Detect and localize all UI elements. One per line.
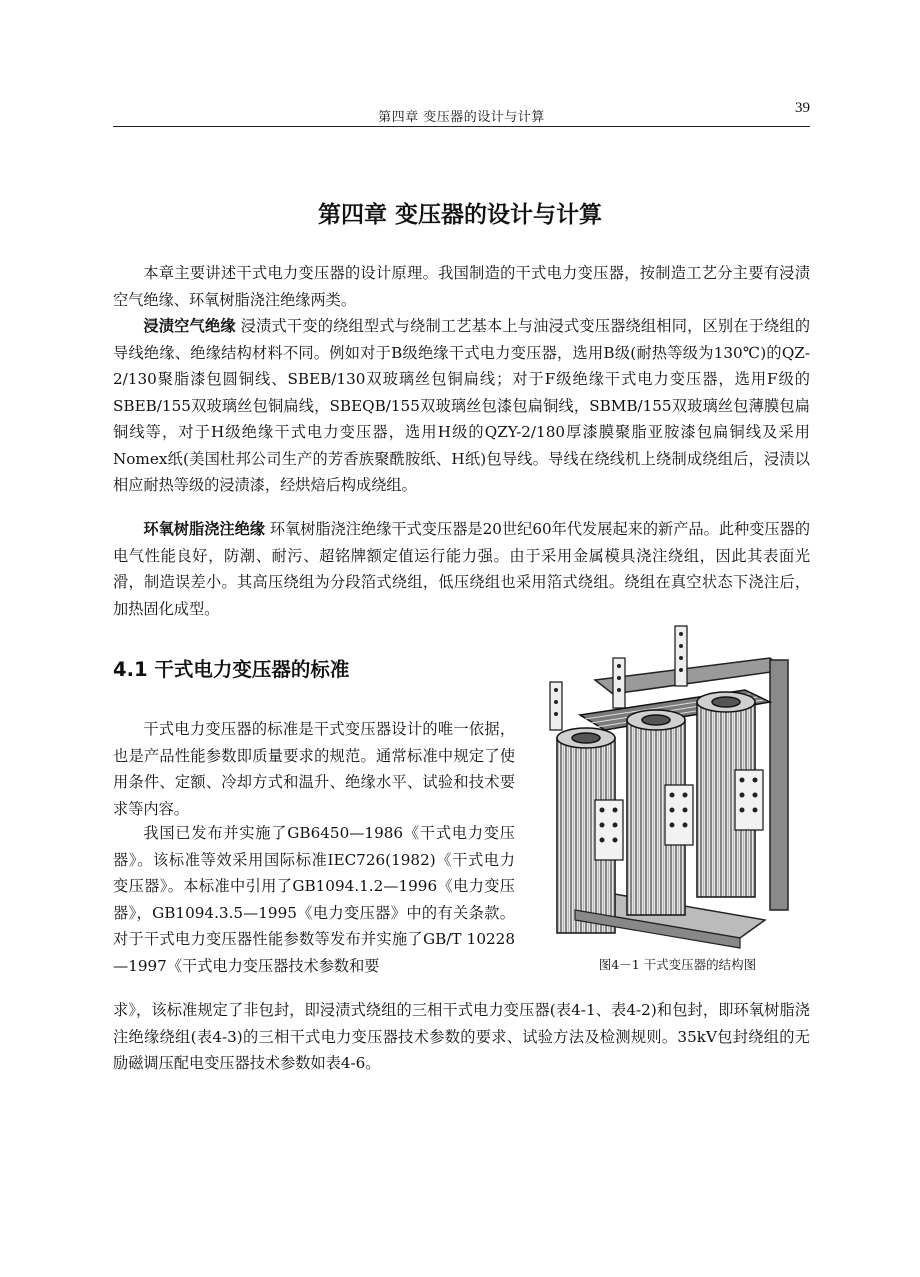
transformer-figure <box>535 620 820 950</box>
chapter-title: 第四章 变压器的设计与计算 <box>317 202 602 228</box>
immersion-paragraph <box>113 313 810 499</box>
gb-text-wrap: 我国已发布并实施了GB6450—1986《干式电力变压器》。该标准等效采用国际标准IEC726(1982)《干式电力变压器》。本标准中引用了GB1094.1.2—1996《电力变压器》，GB1094.3.5—1995《电力变压器》中的有关条款。对于干式电力变压器性能参数等发布并实施了GB/T 10228—1997《干式电力变压器技术参数和要 <box>113 824 515 975</box>
intro-paragraph <box>113 260 810 313</box>
gb-paragraph-wrap <box>113 820 515 979</box>
gb-text-full: 求》，该标准规定了非包封，即浸渍式绕组的三相干式电力变压器(表4-1、表4-2)和包封，即环氧树脂浇注绝缘绕组(表4-3)的三相干式电力变压器技术参数的要求、试验方法及检测规则。35kV包封绕组的无励磁调压配电变压器技术参数如表4-6。 <box>113 1001 810 1072</box>
immersion-lead: 浸渍空气绝缘 <box>143 317 236 335</box>
epoxy-text: 环氧树脂浇注绝缘干式变压器是20世纪60年代发展起来的新产品。此种变压器的电气性能良好，防潮、耐污、超铭牌额定值运行能力强。由于采用金属模具浇注绕组，因此其表面光滑，制造误差小。其高压绕组为分段箔式绕组，低压绕组也采用箔式绕组。绕组在真空状态下浇注后，加热固化成型。 <box>113 520 811 618</box>
immersion-text: 浸渍式干变的绕组型式与绕制工艺基本上与油浸式变压器绕组相同，区别在于绕组的导线绝缘、绝缘结构材料不同。例如对于B级绝缘干式电力变压器，选用B级(耐热等级为130℃)的QZ-2/130聚脂漆包圆铜线、SBEB/130双玻璃丝包铜扁线；对于F级绝缘干式电力变压器，选用F级的SBEB/155双玻璃丝包铜扁线，SBEQB/155双玻璃丝包漆包扁铜线，SBMB/155双玻璃丝包薄膜包扁铜线等，对于H级绝缘干式电力变压器，选用H级的QZY-2/180厚漆膜聚脂亚胺漆包扁铜线及采用Nomex纸(美国杜邦公司生产的芳香族聚酰胺纸、H纸)包导线。导线在绕线机上绕制成绕组后，浸渍以相应耐热等级的浸渍漆，经烘焙后构成绕组。 <box>113 317 811 494</box>
epoxy-lead: 环氧树脂浇注绝缘 <box>143 520 265 538</box>
epoxy-paragraph <box>113 516 810 622</box>
page-number: 39 <box>795 100 810 116</box>
standard-text: 干式电力变压器的标准是干式变压器设计的唯一依据，也是产品性能参数即质量要求的规范。通常标准中规定了使用条件、定额、冷却方式和温升、绝缘水平、试验和技术要求等内容。 <box>113 720 515 818</box>
standard-paragraph <box>113 716 515 822</box>
running-header <box>113 100 810 127</box>
gb-paragraph-full <box>113 997 810 1077</box>
intro-text: 本章主要讲述干式电力变压器的设计原理。我国制造的干式电力变压器，按制造工艺分主要有浸渍空气绝缘、环氧树脂浇注绝缘两类。 <box>113 264 810 309</box>
running-header-title: 第四章 变压器的设计与计算 <box>378 110 545 125</box>
transformer-illustration <box>535 620 820 950</box>
figure-caption: 图4－1 干式变压器的结构图 <box>598 957 757 972</box>
section-title: 4.1 干式电力变压器的标准 <box>113 658 350 681</box>
